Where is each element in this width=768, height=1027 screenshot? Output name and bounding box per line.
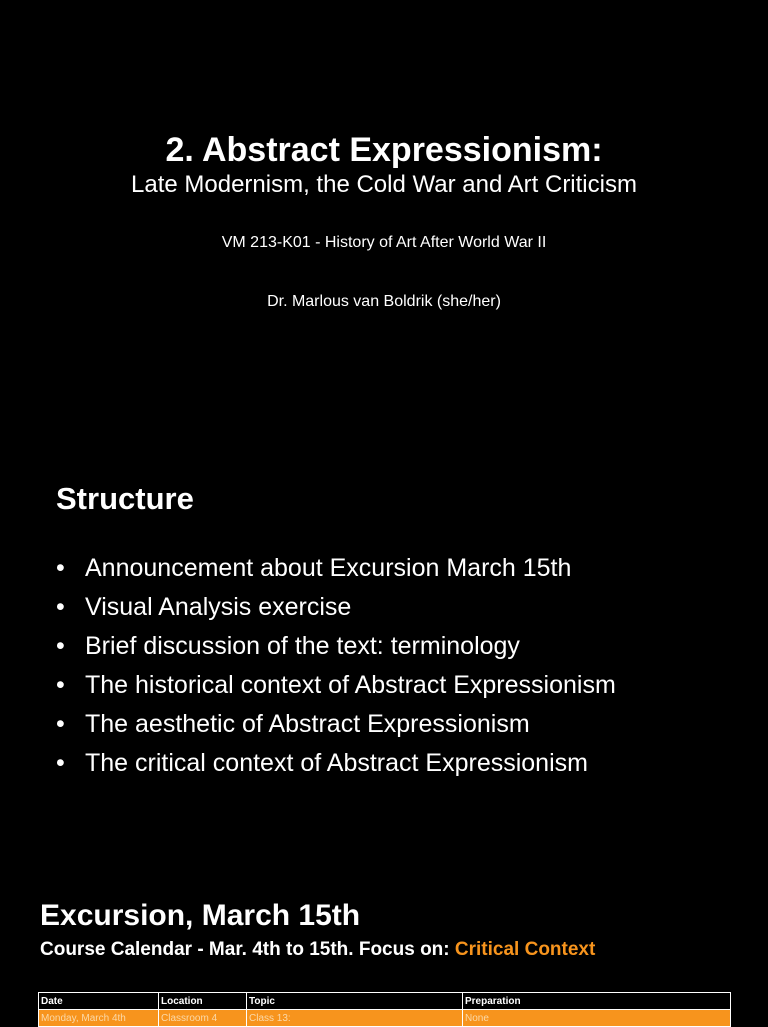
column-header-topic: Topic <box>247 993 463 1010</box>
bullet-icon: • <box>56 710 65 738</box>
structure-heading: Structure <box>56 481 194 516</box>
list-item-text: The historical context of Abstract Expressionism <box>85 671 616 699</box>
structure-list <box>56 549 616 783</box>
list-item-text: The critical context of Abstract Expressionism <box>85 749 588 777</box>
column-header-location: Location <box>159 993 247 1010</box>
bullet-icon: • <box>56 554 65 582</box>
list-item-text: The aesthetic of Abstract Expressionism <box>85 710 530 738</box>
title-slide <box>0 56 768 376</box>
excursion-heading: Excursion, March 15th <box>40 899 361 932</box>
table-header-row <box>39 993 731 1010</box>
bullet-icon: • <box>56 593 65 621</box>
list-item <box>56 744 616 783</box>
table-cell-location: Classroom 4 <box>159 1010 247 1027</box>
list-item <box>56 666 616 705</box>
calendar-caption <box>40 938 595 962</box>
list-item-text: Announcement about Excursion March 15th <box>85 554 572 582</box>
column-header-date: Date <box>39 993 159 1010</box>
table-cell-topic: Class 13: <box>247 1010 463 1027</box>
bullet-icon: • <box>56 671 65 699</box>
column-header-preparation: Preparation <box>463 993 731 1010</box>
list-item-text: Brief discussion of the text: terminology <box>85 632 520 660</box>
course-name: VM 213-K01 - History of Art After World War II <box>221 234 547 251</box>
structure-slide <box>0 418 768 777</box>
table-cell-date: Monday, March 4th <box>39 1010 159 1027</box>
bullet-icon: • <box>56 749 65 777</box>
table-row <box>39 1010 731 1027</box>
list-item <box>56 588 616 627</box>
calendar-caption-prefix: Course Calendar - Mar. 4th to 15th. Focus on: <box>40 939 455 960</box>
excursion-slide <box>0 864 768 1024</box>
list-item <box>56 549 616 588</box>
calendar-focus: Critical Context <box>454 939 596 960</box>
lecture-subtitle: Late Modernism, the Cold War and Art Criticism <box>131 171 637 198</box>
lecture-title: 2. Abstract Expressionism: <box>165 131 603 169</box>
list-item <box>56 627 616 666</box>
instructor-name: Dr. Marlous van Boldrik (she/her) <box>267 293 501 310</box>
table-cell-preparation: None <box>463 1010 731 1027</box>
bullet-icon: • <box>56 632 65 660</box>
list-item <box>56 705 616 744</box>
list-item-text: Visual Analysis exercise <box>85 593 352 621</box>
course-calendar-table <box>38 992 731 1027</box>
